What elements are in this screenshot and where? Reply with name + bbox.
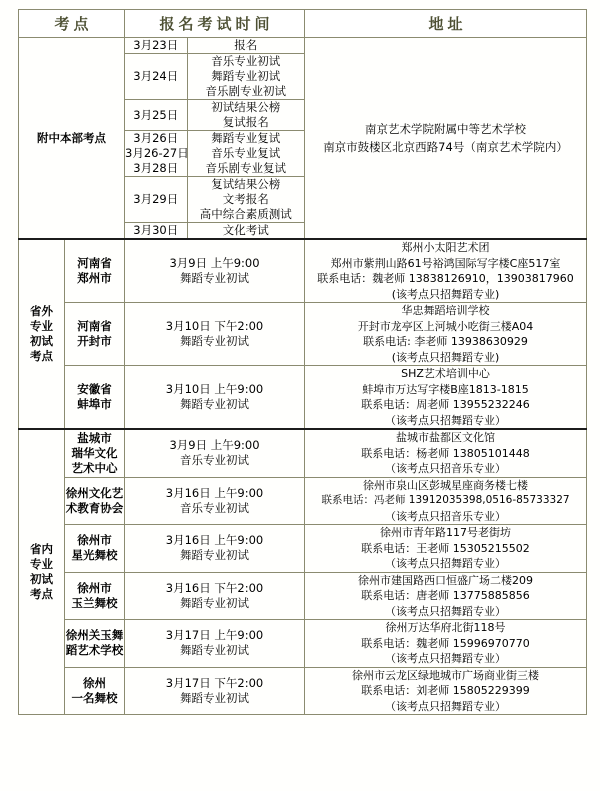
time-line: 3月10日 下午2:00 (165, 319, 264, 333)
exam-time (125, 667, 305, 715)
site-line: 开封市 (77, 334, 112, 348)
address-note: （该考点只招舞蹈专业） (385, 557, 507, 570)
time-line: 舞蹈专业初试 (180, 643, 250, 658)
schedule-event: 音乐剧专业复试 (205, 161, 287, 175)
site-line: 蹈艺术学校 (65, 643, 124, 658)
address-contact: 联系电话：王老师 15305215502 (361, 541, 530, 555)
schedule-event: 文考报名 (222, 192, 269, 206)
site-line: 郑州市 (77, 271, 112, 285)
address-contact: 联系电话：杨老师 13805101448 (361, 446, 530, 460)
table-row-in-province-2 (19, 477, 587, 525)
exam-time (125, 366, 305, 430)
time-line: 3月9日 上午9:00 (169, 438, 260, 453)
exam-time (125, 572, 305, 620)
address-note: （该考点只招舞蹈专业） (385, 652, 507, 665)
site-name (65, 525, 125, 573)
time-line: 3月10日 上午9:00 (165, 382, 264, 396)
address-line: SHZ艺术培训中心 (401, 367, 490, 380)
table-row-in-province-4 (19, 572, 587, 620)
main-campus-schedule (125, 38, 304, 238)
site-address (305, 303, 587, 366)
schedule-event: 音乐专业初试 (211, 54, 281, 68)
schedule-events (187, 177, 304, 223)
schedule-events (187, 131, 304, 147)
schedule-event: 初试结果公榜 (211, 100, 281, 114)
site-name (65, 429, 125, 477)
address-line: 南京艺术学院附属中等艺术学校 (365, 122, 527, 136)
exam-time (125, 620, 305, 668)
address-line: 蚌埠市万达写字楼B座1813-1815 (362, 382, 529, 396)
site-line: 星光舞校 (71, 548, 118, 563)
label-line: 专业 (30, 319, 53, 333)
address-line: 徐州市泉山区彭城星座商务楼七楼 (363, 478, 529, 492)
schedule-event: 舞蹈专业复试 (211, 131, 281, 145)
table-row-out-province-3 (19, 366, 587, 430)
site-address (305, 239, 587, 303)
site-address (305, 572, 587, 620)
exam-time (125, 303, 305, 366)
header-time: 报名考试时间 (125, 10, 305, 38)
schedule-row (125, 177, 304, 223)
site-line: 玉兰舞校 (71, 595, 118, 610)
time-line: 舞蹈专业初试 (180, 690, 250, 705)
label-line: 省内 (30, 542, 53, 556)
site-name (65, 303, 125, 366)
time-line: 3月16日 下午2:00 (165, 580, 264, 595)
address-line: 郑州市紫荆山路61号裕鸿国际写字楼C座517室 (330, 256, 561, 270)
address-contact: 联系电话：刘老师 15805229399 (361, 684, 530, 697)
table-row-in-province-6 (19, 667, 587, 715)
site-line: 徐州 (83, 675, 106, 690)
time-line: 舞蹈专业初试 (180, 271, 250, 285)
schedule-event: 报名 (234, 38, 258, 52)
schedule-event: 舞蹈专业初试 (211, 69, 281, 83)
time-line: 3月9日 上午9:00 (169, 256, 260, 270)
address-line: 南京市鼓楼区北京西路74号（南京艺术学院内） (323, 140, 568, 154)
address-contact: 联系电话：冯老师 13912035398,0516-85733327 (321, 494, 570, 506)
site-line: 艺术中心 (71, 460, 118, 475)
exam-time (125, 525, 305, 573)
exam-time (125, 429, 305, 477)
header-address: 地址 (305, 10, 587, 38)
time-line: 3月17日 上午9:00 (165, 628, 264, 643)
address-line: 徐州万达华府北街118号 (385, 621, 506, 634)
site-address (305, 620, 587, 668)
schedule-row (125, 100, 304, 131)
address-line: 徐州市云龙区绿地城市广场商业街三楼 (352, 668, 540, 682)
address-note: （该考点只招舞蹈专业） (385, 413, 507, 427)
site-line: 徐州文化艺 (65, 485, 124, 500)
site-name (65, 477, 125, 525)
label-line: 考点 (30, 349, 53, 363)
site-name (65, 572, 125, 620)
label-line: 考点 (30, 587, 53, 601)
section-label-out-of-province (19, 239, 65, 429)
address-contact: 联系电话：唐老师 13775885856 (361, 589, 530, 602)
site-line: 徐州市 (77, 533, 112, 548)
schedule-events (187, 100, 304, 131)
label-line: 专业 (30, 557, 53, 571)
address-note: （该考点只招舞蹈专业） (385, 604, 507, 618)
table-row-in-province-1 (19, 429, 587, 477)
schedule-event: 音乐剧专业初试 (205, 84, 287, 98)
table-row-in-province-5 (19, 620, 587, 668)
schedule-event: 音乐专业复试 (211, 146, 281, 160)
time-line: 音乐专业初试 (180, 500, 250, 515)
main-campus-address (305, 38, 587, 240)
address-note: （该考点只招音乐专业） (385, 509, 507, 523)
exam-schedule-table (18, 9, 587, 715)
schedule-date: 3月23日 (125, 38, 187, 54)
schedule-row (125, 38, 304, 54)
address-contact: 联系电话：魏老师 15996970770 (361, 636, 530, 650)
schedule-events (187, 223, 304, 239)
address-line: 郑州小太阳艺术团 (401, 241, 490, 254)
time-line: 舞蹈专业初试 (180, 397, 250, 411)
schedule-row (125, 146, 304, 161)
site-address (305, 429, 587, 477)
site-line: 安徽省 (77, 382, 112, 396)
section-main-campus (19, 38, 587, 240)
exam-time (125, 239, 305, 303)
site-name (65, 667, 125, 715)
site-name (65, 620, 125, 668)
schedule-events (187, 161, 304, 177)
address-note: （该考点只招舞蹈专业） (385, 699, 507, 713)
time-line: 音乐专业初试 (180, 453, 250, 468)
address-line: 徐州市青年路117号老街坊 (380, 526, 512, 539)
main-campus-schedule-cell (125, 38, 305, 240)
time-line: 3月17日 下午2:00 (165, 675, 264, 690)
schedule-date: 3月30日 (125, 223, 187, 239)
schedule-event: 高中综合素质测试 (199, 207, 292, 221)
site-line: 蚌埠市 (77, 397, 112, 411)
section-label-in-province (19, 429, 65, 715)
table-row-out-province-1 (19, 239, 587, 303)
schedule-date: 3月26-27日 (125, 146, 189, 160)
schedule-event: 复试结果公榜 (211, 177, 281, 191)
schedule-date: 3月28日 (125, 161, 187, 177)
site-line: 河南省 (77, 319, 112, 333)
address-contact: 联系电话: 李老师 13938630929 (363, 335, 528, 348)
address-contact: 联系电话：魏老师 13838126910，13903817960 (317, 272, 574, 285)
schedule-row (125, 161, 304, 177)
site-line: 盐城市 (77, 430, 112, 445)
exam-time (125, 477, 305, 525)
time-line: 3月16日 上午9:00 (165, 485, 264, 500)
label-line: 省外 (30, 304, 53, 318)
schedule-row (125, 131, 304, 147)
label-line: 初试 (30, 334, 53, 348)
schedule-events (187, 146, 304, 161)
site-address (305, 477, 587, 525)
section-label-main-campus: 附中本部考点 (19, 38, 125, 240)
label-line: 初试 (30, 572, 53, 586)
address-note: (该考点只招舞蹈专业) (391, 350, 500, 364)
schedule-date: 3月25日 (125, 100, 187, 131)
address-line: 徐州市建国路西口恒盛广场二楼209 (358, 573, 534, 587)
time-line: 舞蹈专业初试 (180, 548, 250, 563)
site-line: 瑞华文化 (71, 445, 118, 460)
address-line: 开封市龙亭区上河城小吃街三楼A04 (357, 319, 534, 333)
time-line: 3月16日 上午9:00 (165, 533, 264, 548)
site-name (65, 366, 125, 430)
schedule-date: 3月26日 (125, 131, 187, 147)
table-row-in-province-3 (19, 525, 587, 573)
site-address (305, 366, 587, 430)
header-site: 考点 (19, 10, 125, 38)
address-line: 华忠舞蹈培训学校 (401, 304, 490, 317)
schedule-row (125, 54, 304, 100)
table-row-out-province-2 (19, 303, 587, 366)
table-header-row (19, 10, 587, 38)
schedule-row (125, 223, 304, 239)
time-line: 舞蹈专业初试 (180, 595, 250, 610)
schedule-event: 复试报名 (222, 115, 269, 129)
site-line: 河南省 (77, 256, 112, 270)
site-line: 徐州关玉舞 (65, 628, 124, 643)
site-line: 徐州市 (77, 580, 112, 595)
site-address (305, 525, 587, 573)
site-name (65, 239, 125, 303)
schedule-events (187, 54, 304, 100)
address-note: （该考点只招音乐专业） (385, 462, 507, 475)
site-address (305, 667, 587, 715)
schedule-date: 3月24日 (125, 54, 187, 100)
site-line: 一名舞校 (71, 690, 118, 705)
schedule-date: 3月29日 (125, 177, 187, 223)
address-line: 盐城市盐都区文化馆 (396, 431, 496, 444)
schedule-event: 文化考试 (222, 223, 269, 237)
schedule-events (187, 38, 304, 54)
address-note: (该考点只招舞蹈专业) (391, 287, 500, 301)
address-contact: 联系电话：周老师 13955232246 (361, 398, 530, 411)
site-line: 术教育协会 (65, 500, 124, 515)
time-line: 舞蹈专业初试 (180, 334, 250, 348)
